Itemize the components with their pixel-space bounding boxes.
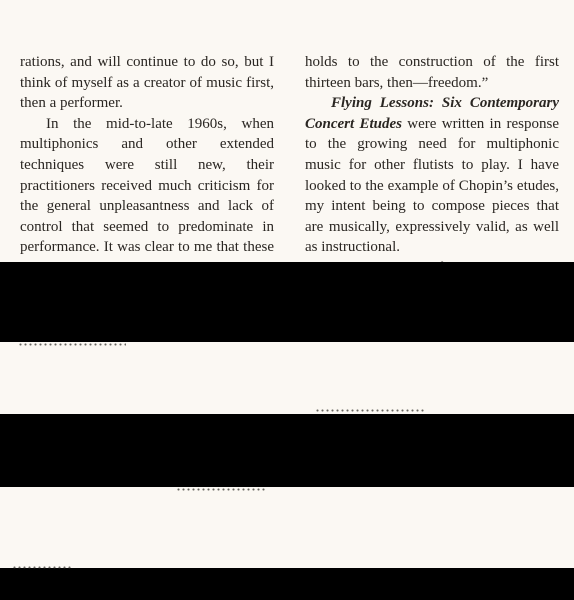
paragraph-1960s: In the mid-to-late 1960s, when multiphonics and other extended techniques were still new, their practitioners received much criticism for the general unpleasantness and lack of control that seemed to predominate in performance. It was clear to me that these	[20, 115, 274, 256]
work-title-flying-lessons: Flying Lessons: Six Contemporary Concert Etudes	[305, 95, 559, 132]
blank-strip	[0, 342, 574, 414]
page-text-area	[0, 0, 574, 262]
flying-lessons-body: were written in response to the growing need for multiphonic music for other flutists to play. I have looked to the example of Chopin’s etudes, my intent being to compose pieces that are musically, expressively valid, as well as instructional.	[305, 115, 559, 256]
redaction-band	[0, 262, 574, 342]
ink-specks	[12, 566, 72, 569]
paragraph-quote-end: holds to the construction of the first thirteen bars, then—freedom.”	[305, 54, 559, 91]
redaction-band	[0, 568, 574, 600]
paragraph-continuation: rations, and will continue to do so, but I think of myself as a creator of music first, then a performer.	[20, 54, 274, 112]
ink-specks	[18, 343, 126, 346]
paragraph-flying-lessons	[305, 93, 559, 258]
ink-specks	[315, 409, 425, 412]
ink-specks	[176, 488, 266, 491]
blank-strip	[0, 487, 574, 568]
redaction-band	[0, 414, 574, 487]
